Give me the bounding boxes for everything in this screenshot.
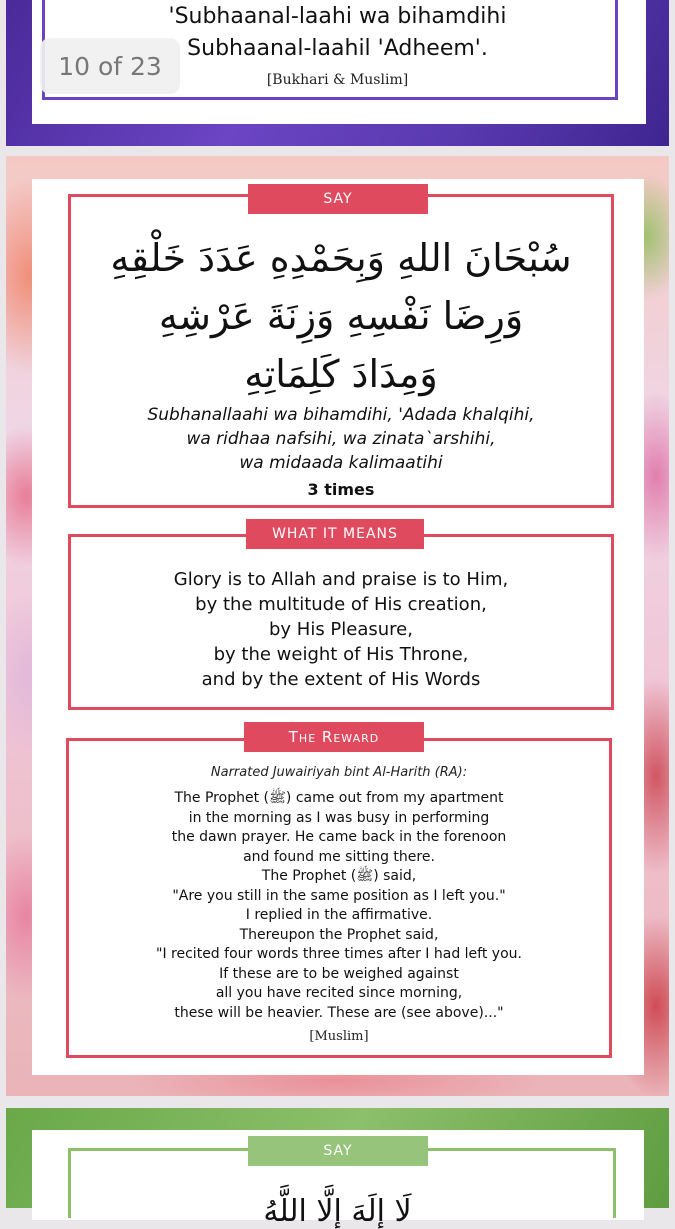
reward-reference: [Muslim] (309, 1029, 369, 1044)
meaning-label: WHAT IT MEANS (246, 519, 424, 549)
arabic-line-1: سُبْحَانَ اللهِ وَبِحَمْدِهِ عَدَدَ خَلْقِهِ (110, 236, 572, 280)
transliteration-line-1: Subhanallaahi wa bihamdihi, 'Adada khalqihi, (147, 405, 535, 425)
hadith-line-3: the dawn prayer. He came back in the forenoon (171, 829, 507, 845)
page-counter: 10 of 23 (40, 38, 180, 94)
dhikr-card (6, 156, 669, 1096)
next-card (6, 1108, 669, 1229)
hadith-line-1: The Prophet (ﷺ) came out from my apartment (174, 790, 504, 806)
hadith-line-8: Thereupon the Prophet said, (239, 926, 439, 943)
narrator: Narrated Juwairiyah bint Al-Harith (RA): (210, 765, 468, 780)
hadith-line-10: If these are to be weighed against (219, 965, 459, 982)
repeat-count: 3 times (307, 480, 375, 499)
hadith-line-9: "I recited four words three times after I had left you. (156, 946, 522, 962)
hadith-line-2: in the morning as I was busy in performing (188, 809, 490, 826)
meaning-box (68, 534, 614, 710)
meaning-line-3: by His Pleasure, (269, 619, 413, 640)
previous-card-reference: [Bukhari & Muslim] (266, 72, 409, 88)
hadith-line-7: I replied in the affirmative. (245, 907, 433, 923)
meaning-line-1: Glory is to Allah and praise is to Him, (173, 569, 509, 590)
previous-card-line-2: Subhaanal-laahil 'Adheem'. (187, 36, 488, 61)
hadith-line-5: The Prophet (ﷺ) said, (261, 868, 417, 884)
arabic-line-2: وَرِضَا نَفْسِهِ وَزِنَةَ عَرْشِهِ (158, 294, 524, 338)
say-label: SAY (248, 184, 428, 214)
arabic-line-3: وَمِدَادَ كَلِمَاتِهِ (244, 352, 438, 396)
next-say-label: SAY (248, 1136, 428, 1166)
hadith-line-4: and found me sitting there. (243, 848, 435, 865)
transliteration-line-3: wa midaada kalimaatihi (239, 453, 443, 473)
previous-card-line-1: 'Subhaanal-laahi wa bihamdihi (168, 4, 507, 29)
hadith-line-12: these will be heavier. These are (see above)..." (174, 1004, 504, 1021)
hadith-line-6: "Are you still in the same position as I left you." (172, 887, 506, 904)
hadith-line-11: all you have recited since morning, (215, 985, 463, 1001)
reward-box (66, 738, 612, 1058)
next-arabic-text: لَا إِلَهَ إِلَّا اللَّهُ (263, 1194, 412, 1229)
say-box (68, 194, 614, 508)
reward-label: The Reward (244, 722, 424, 752)
meaning-line-2: by the multitude of His creation, (195, 594, 487, 615)
meaning-line-5: and by the extent of His Words (201, 669, 481, 690)
meaning-line-4: by the weight of His Throne, (213, 644, 469, 665)
transliteration-line-2: wa ridhaa nafsihi, wa zinata`arshihi, (186, 429, 496, 449)
